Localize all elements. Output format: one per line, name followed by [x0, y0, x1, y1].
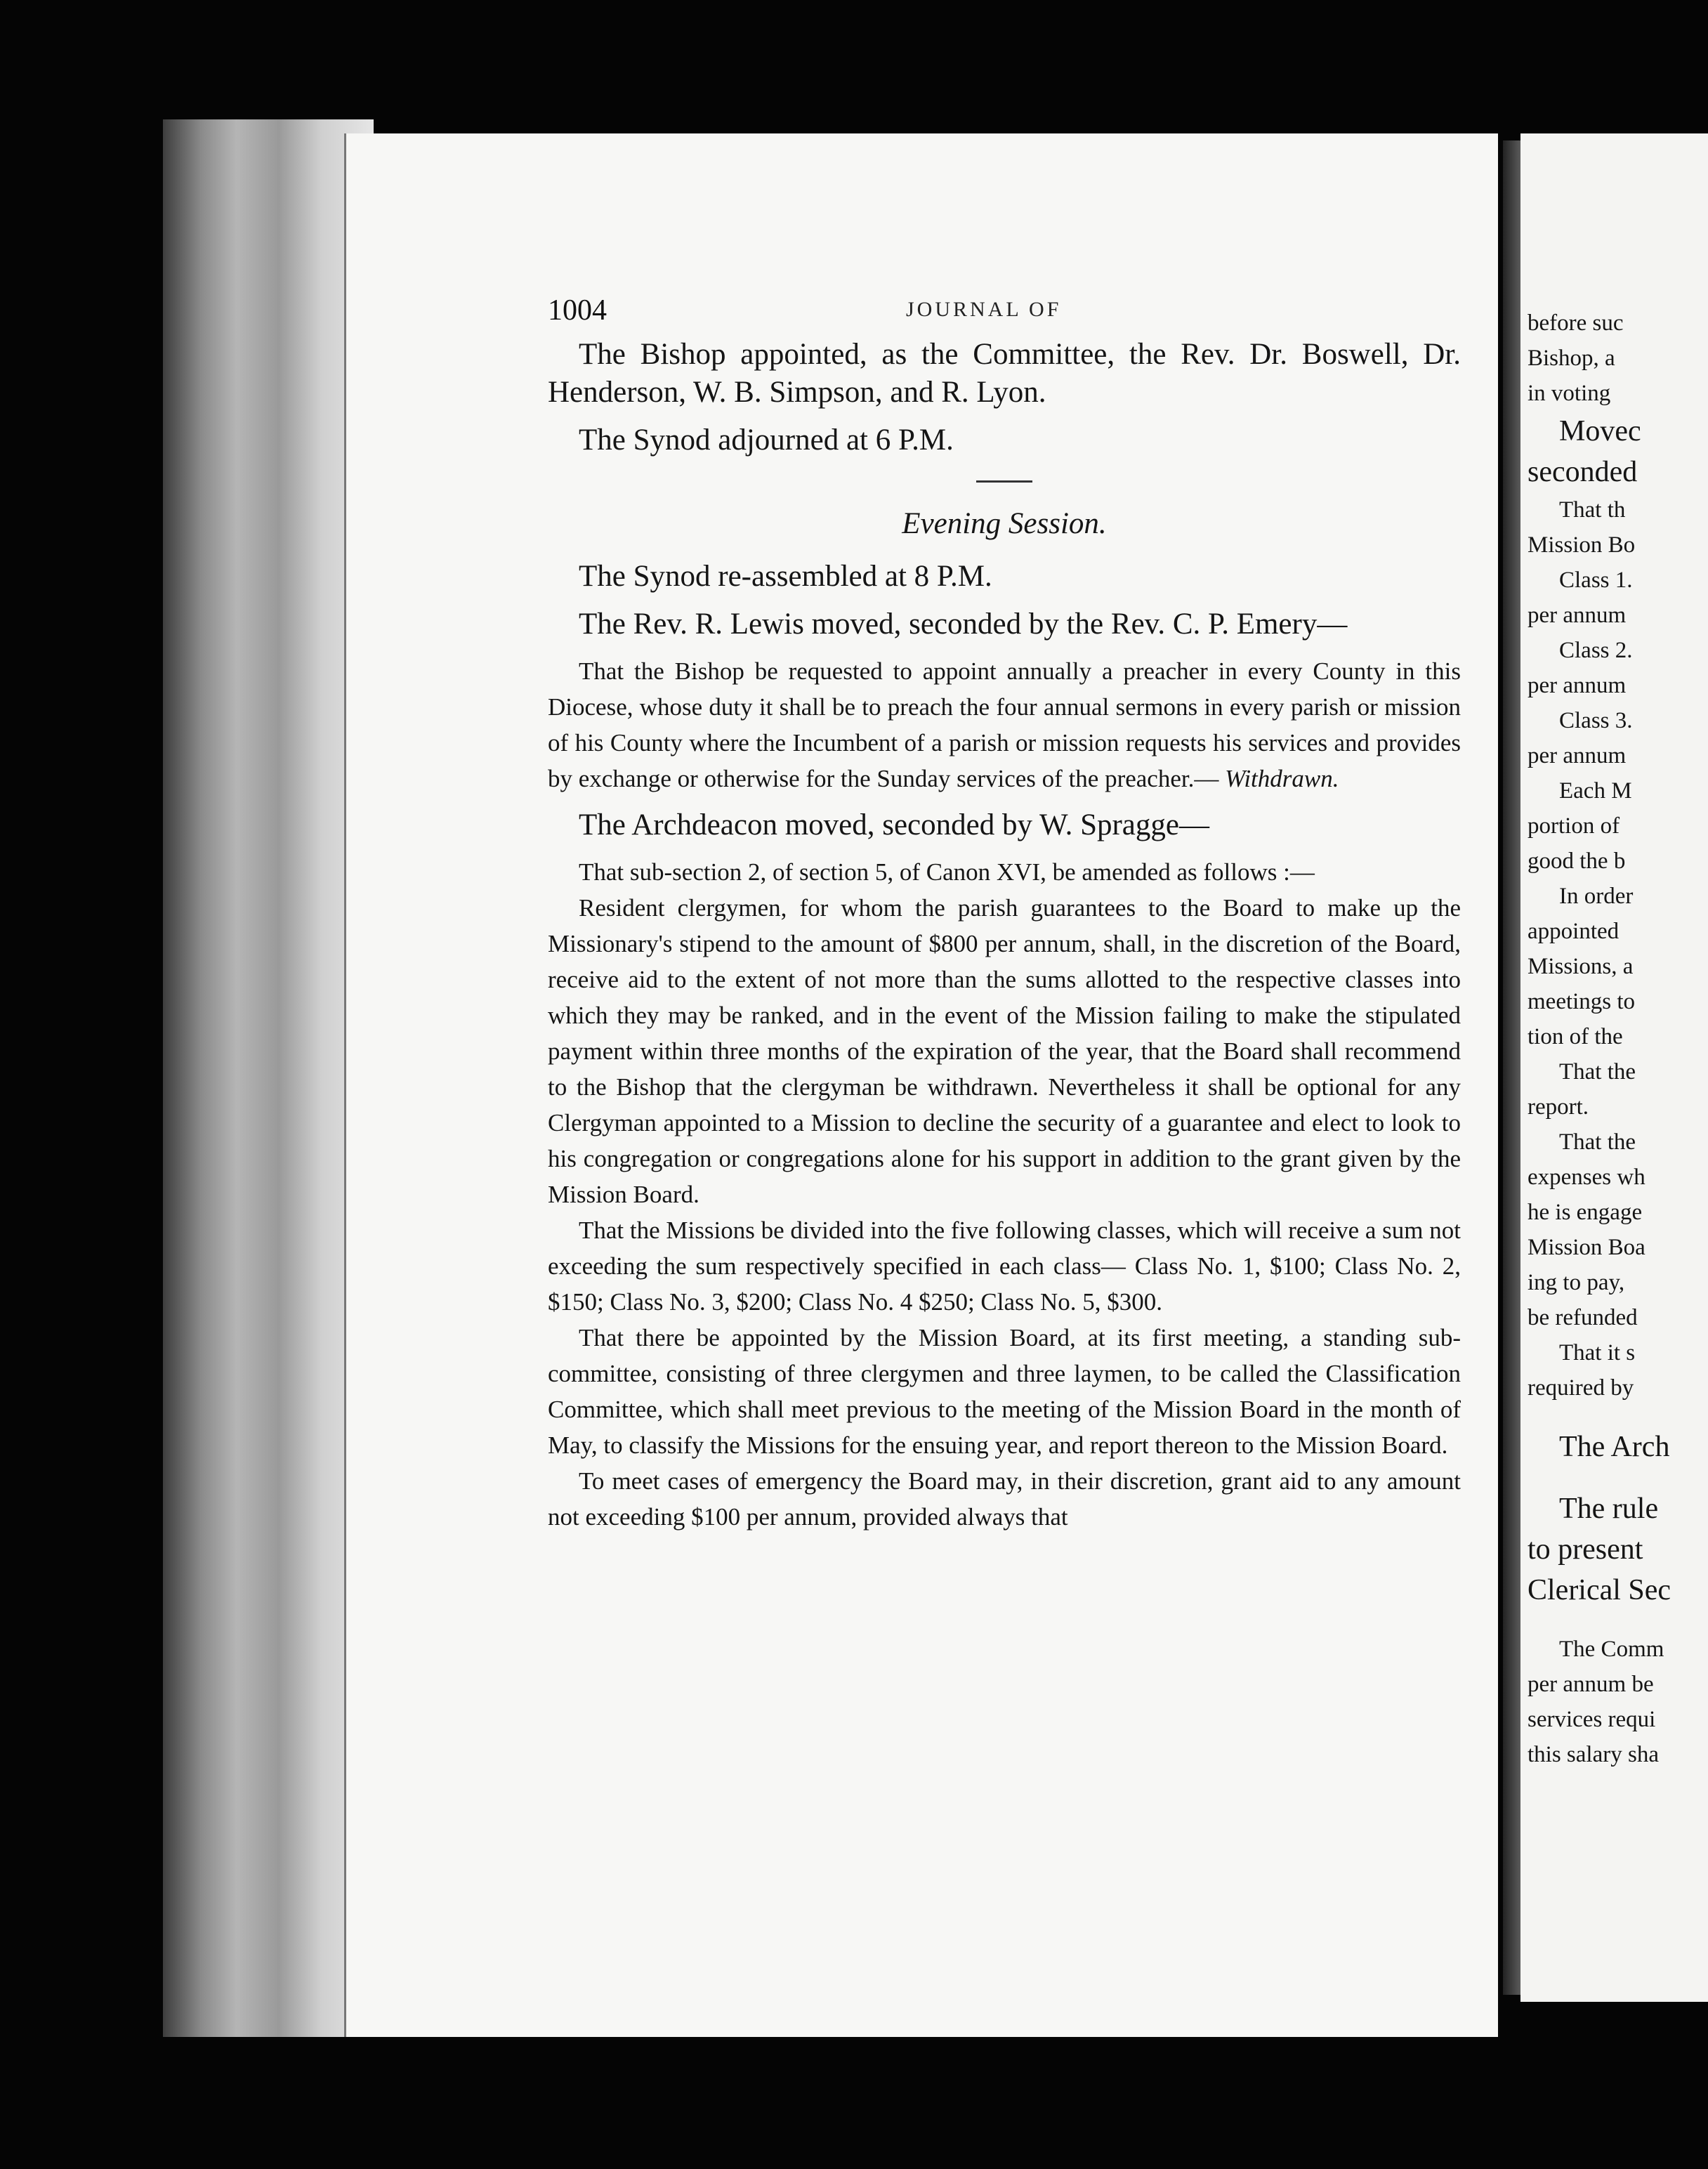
right-page-line: to present	[1528, 1533, 1643, 1566]
right-page-line: Each M	[1559, 778, 1632, 804]
resolution-preacher-paragraph	[548, 653, 1461, 797]
right-page-line: be refunded	[1528, 1305, 1638, 1330]
running-head: JOURNAL OF	[906, 298, 1062, 321]
right-page-line: appointed	[1528, 919, 1620, 944]
right-page-line: report.	[1528, 1094, 1589, 1120]
emergency-aid-paragraph: To meet cases of emergency the Board may, in their discretion, grant aid to any amount not exceeding $100 per annum, provided always that	[548, 1467, 1461, 1531]
motion-archdeacon-paragraph: The Archdeacon moved, seconded by W. Spragge—	[579, 808, 1209, 841]
right-page-line: before suc	[1528, 310, 1624, 336]
right-page-line: expenses wh	[1528, 1165, 1645, 1190]
canon-amendment-paragraph: That sub-section 2, of section 5, of Canon XVI, be amended as follows :—	[579, 858, 1315, 886]
right-page-line: per annum	[1528, 603, 1627, 628]
right-page-line: Class 1.	[1559, 568, 1633, 593]
mission-classes-paragraph: That the Missions be divided into the five following classes, which will receive a sum not exceeding the sum respectively specified in each class— Class No. 1, $100; Class No. 2, $150; Class No. 3, $200; Class No. 4 $250; Class No. 5, $300.	[548, 1217, 1461, 1316]
right-page-line: portion of	[1528, 813, 1620, 839]
right-page-line: services requi	[1528, 1707, 1656, 1732]
right-page-line: That th	[1559, 497, 1626, 523]
page-body	[548, 336, 1461, 1535]
right-page-line: ing to pay,	[1528, 1270, 1625, 1295]
right-page-text	[1520, 306, 1708, 1772]
right-page-line: in voting	[1528, 381, 1611, 406]
section-heading: Evening Session.	[902, 507, 1107, 540]
adjourned-paragraph: The Synod adjourned at 6 P.M.	[579, 424, 954, 457]
right-page-line: The Comm	[1559, 1637, 1664, 1662]
right-page-line: In order	[1559, 884, 1634, 909]
right-page-line: Mission Bo	[1528, 532, 1636, 558]
resident-clergymen-paragraph: Resident clergymen, for whom the parish guarantees to the Board to make up the Missionary's stipend to the amount of $800 per annum, shall, in the discretion of the Board, receive aid to the extent of not more than the sums allotted to the respective classes into which they may be ranked, and in the event of the Mission failing to make the stipulated payment within three months of the expiration of the year, that the Board shall recommend to the Bishop that the clergyman be withdrawn. Nevertheless it shall be optional for any Clergyman appointed to a Mission to decline the security of a guarantee and elect to look to his congregation or congregations alone for his support in addition to the grant given by the Mission Board.	[548, 894, 1461, 1208]
section-divider	[976, 480, 1032, 483]
right-page-line: The Arch	[1559, 1431, 1670, 1463]
right-page-line: required by	[1528, 1375, 1634, 1401]
right-page-line: seconded	[1528, 456, 1638, 488]
right-page-line: per annum	[1528, 743, 1627, 768]
classification-committee-paragraph: That there be appointed by the Mission Board, at its first meeting, a standing sub-committee, consisting of three clergymen and three laymen, to be called the Classification Committee, which shall meet previous to the meeting of the Mission Board in the month of May, to classify the Missions for the ensuing year, and report thereon to the Mission Board.	[548, 1324, 1461, 1459]
resolution-preacher-text: That the Bishop be requested to appoint annually a preacher in every County in this Diocese, whose duty it shall be to preach the four annual sermons in every parish or mission of his County where the Incumbent of a parish or mission requests his services and provides by exchange or otherwise for the Sunday services of the preacher.—	[548, 657, 1461, 792]
right-page-line: That it s	[1559, 1340, 1636, 1365]
right-page-line: Class 2.	[1559, 638, 1633, 663]
right-page-line: That the	[1559, 1129, 1636, 1155]
right-page-line: That the	[1559, 1059, 1636, 1084]
right-page-line: Bishop, a	[1528, 346, 1615, 371]
right-page-line: tion of the	[1528, 1024, 1623, 1049]
reassembled-paragraph: The Synod re-assembled at 8 P.M.	[579, 560, 992, 593]
right-page-line: per annum	[1528, 673, 1627, 698]
right-page-line: he is engage	[1528, 1200, 1643, 1225]
right-page-line: Class 3.	[1559, 708, 1633, 733]
withdrawn-note: Withdrawn.	[1225, 765, 1339, 792]
right-page-line: Movec	[1559, 415, 1641, 447]
right-page-line: The rule	[1559, 1493, 1659, 1525]
page-number: 1004	[548, 294, 607, 327]
book-page-edges	[163, 119, 374, 2037]
right-page-line: good the b	[1528, 848, 1626, 874]
right-page-partial	[1520, 133, 1708, 2002]
committee-paragraph: The Bishop appointed, as the Committee, the Rev. Dr. Boswell, Dr. Henderson, W. B. Simpson, and R. Lyon.	[548, 338, 1461, 409]
right-page-line: Mission Boa	[1528, 1235, 1645, 1260]
motion-lewis-paragraph: The Rev. R. Lewis moved, seconded by the Rev. C. P. Emery—	[579, 608, 1348, 641]
right-page-line: meetings to	[1528, 989, 1636, 1014]
right-page-line: this salary sha	[1528, 1742, 1659, 1767]
right-page-line: Clerical Sec	[1528, 1574, 1671, 1606]
right-page-line: per annum be	[1528, 1672, 1654, 1697]
page-header	[548, 294, 1461, 336]
right-page-line: Missions, a	[1528, 954, 1634, 979]
